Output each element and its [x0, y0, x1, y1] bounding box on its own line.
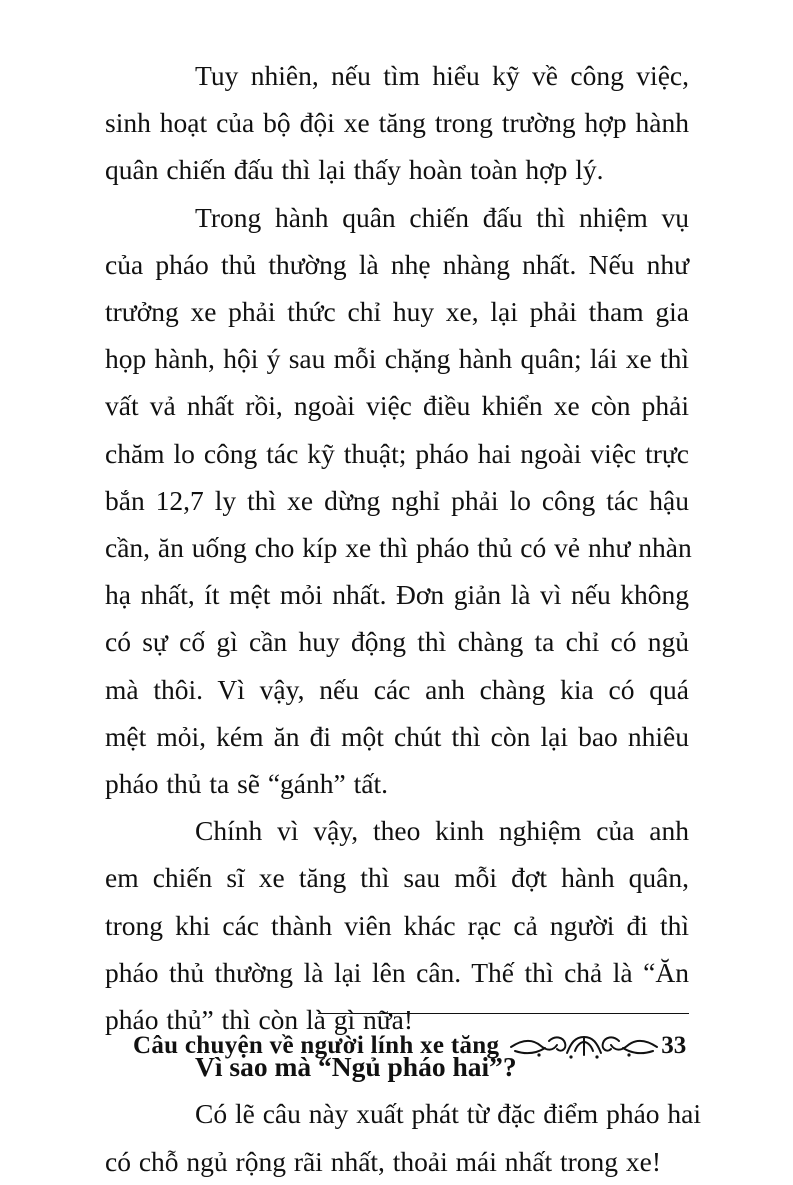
text-line: pháo thủ ta sẽ “gánh” tất. — [105, 768, 388, 800]
body-text — [105, 52, 701, 1185]
footer-divider — [318, 1013, 689, 1014]
text-line: mà thôi. Vì vậy, nếu các anh chàng kia có quá — [105, 673, 689, 705]
paragraph-3 — [105, 807, 689, 1043]
text-line: của pháo thủ thường là nhẹ nhàng nhất. Nếu như — [105, 248, 689, 280]
text-line: Tuy nhiên, nếu tìm hiểu kỹ về công việc, — [195, 60, 689, 91]
text-line: mệt mỏi, kém ăn đi một chút thì còn lại bao nhiêu — [105, 720, 689, 752]
text-line: có chỗ ngủ rộng rãi nhất, thoải mái nhất trong xe! — [105, 1145, 662, 1177]
text-line: họp hành, hội ý sau mỗi chặng hành quân; lái xe thì — [105, 343, 689, 375]
book-title: Câu chuyện về người lính xe tăng — [133, 1032, 500, 1059]
paragraph-1 — [105, 52, 689, 194]
section-heading: Vì sao mà “Ngủ pháo hai”? — [195, 1051, 517, 1083]
text-line: bắn 12,7 ly thì xe dừng nghỉ phải lo công tác hậu — [105, 484, 689, 516]
text-line: quân chiến đấu thì lại thấy hoàn toàn hợp lý. — [105, 154, 604, 186]
text-line: cần, ăn uống cho kíp xe thì pháo thủ có vẻ như nhàn — [105, 532, 692, 564]
paragraph-2 — [105, 194, 692, 808]
text-line: sinh hoạt của bộ đội xe tăng trong trường hợp hành — [105, 107, 689, 139]
text-line: hạ nhất, ít mệt mỏi nhất. Đơn giản là vì nếu không — [105, 579, 689, 611]
text-line: pháo thủ” thì còn là gì nữa! — [105, 1004, 414, 1036]
text-line: em chiến sĩ xe tăng thì sau mỗi đợt hành quân, — [105, 862, 689, 894]
text-line: trong khi các thành viên khác rạc cả người đi thì — [105, 909, 689, 941]
text-line: chăm lo công tác kỹ thuật; pháo hai ngoài việc trực — [105, 437, 689, 469]
closing-paragraph — [105, 1090, 701, 1184]
page-number: 33 — [661, 1032, 687, 1059]
text-line: trưởng xe phải thức chỉ huy xe, lại phải tham gia — [105, 296, 689, 328]
text-line: vất vả nhất rồi, ngoài việc điều khiển xe còn phải — [105, 390, 689, 422]
text-line: Trong hành quân chiến đấu thì nhiệm vụ — [195, 201, 689, 233]
text-line: có sự cố gì cần huy động thì chàng ta chỉ có ngủ — [105, 626, 689, 658]
scroll-ornament-icon — [509, 1031, 659, 1061]
text-line: Có lẽ câu này xuất phát từ đặc điểm pháo hai — [195, 1098, 701, 1130]
text-line: Chính vì vậy, theo kinh nghiệm của anh — [195, 815, 689, 847]
page-footer — [133, 1026, 693, 1066]
text-line: pháo thủ thường là lại lên cân. Thế thì chả là “Ăn — [105, 956, 689, 988]
